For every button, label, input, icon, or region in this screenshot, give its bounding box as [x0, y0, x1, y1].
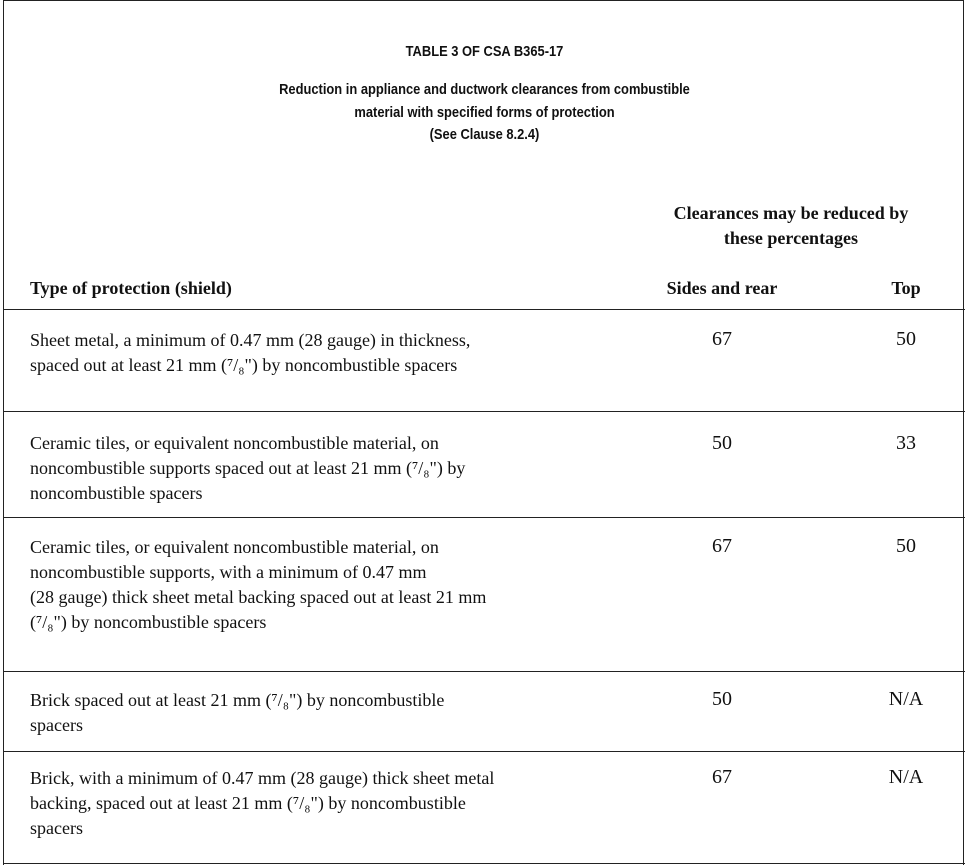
row-1-line-2: spaced out at least 21 mm (⁷/₈") by noncombustible spacers [30, 355, 458, 375]
row-4-line-1: Brick spaced out at least 21 mm (⁷/₈") by noncombustible [30, 690, 445, 710]
row-3-line-2: noncombustible supports, with a minimum of 0.47 mm [30, 562, 427, 582]
row-divider [4, 517, 965, 518]
row-1-top-value: 50 [896, 328, 916, 350]
header-top: Top [891, 278, 921, 298]
row-5-sides-value: 67 [712, 766, 732, 788]
row-5-description [30, 766, 590, 841]
row-1-sides-value: 67 [712, 328, 732, 350]
header-type-of-protection: Type of protection (shield) [30, 278, 232, 298]
row-1-line-1: Sheet metal, a minimum of 0.47 mm (28 gauge) in thickness, [30, 330, 471, 350]
header-sides-and-rear: Sides and rear [666, 278, 778, 298]
row-4-top-value: N/A [888, 688, 924, 710]
row-divider [4, 863, 965, 864]
row-5-line-1: Brick, with a minimum of 0.47 mm (28 gauge) thick sheet metal [30, 768, 495, 788]
row-3-line-3: (28 gauge) thick sheet metal backing spaced out at least 21 mm [30, 587, 487, 607]
row-2-line-2: noncombustible supports spaced out at least 21 mm (⁷/₈") by [30, 458, 466, 478]
row-5-top-value: N/A [888, 766, 924, 788]
row-3-sides-value: 67 [712, 535, 732, 557]
row-divider [4, 411, 965, 412]
header-divider [4, 309, 965, 310]
row-4-line-2: spacers [30, 715, 83, 735]
row-2-sides-value: 50 [712, 432, 732, 454]
row-2-line-3: noncombustible spacers [30, 483, 203, 503]
row-5-line-2: backing, spaced out at least 21 mm (⁷/₈") by noncombustible [30, 793, 466, 813]
row-3-description [30, 535, 590, 635]
row-4-description [30, 688, 590, 738]
row-3-line-1: Ceramic tiles, or equivalent noncombustible material, on [30, 537, 439, 557]
row-2-description [30, 431, 590, 506]
header-group-line-2: these percentages [723, 228, 859, 248]
table-frame [3, 0, 964, 865]
row-4-sides-value: 50 [712, 688, 732, 710]
row-divider [4, 671, 965, 672]
header-group-line-1: Clearances may be reduced by [673, 203, 909, 223]
row-3-top-value: 50 [896, 535, 916, 557]
table-title: TABLE 3 OF CSA B365-17 [405, 43, 564, 60]
table-caption-line-2: material with specified forms of protection [354, 104, 615, 121]
table-caption-line-1: Reduction in appliance and ductwork clearances from combustible [279, 81, 690, 98]
row-5-line-3: spacers [30, 818, 83, 838]
row-2-top-value: 33 [896, 432, 916, 454]
row-1-description [30, 328, 590, 378]
header-clearances-group [650, 201, 932, 251]
table-caption-line-3: (See Clause 8.2.4) [429, 126, 540, 143]
row-3-line-4: (⁷/₈") by noncombustible spacers [30, 612, 267, 632]
row-2-line-1: Ceramic tiles, or equivalent noncombustible material, on [30, 433, 439, 453]
row-divider [4, 751, 965, 752]
